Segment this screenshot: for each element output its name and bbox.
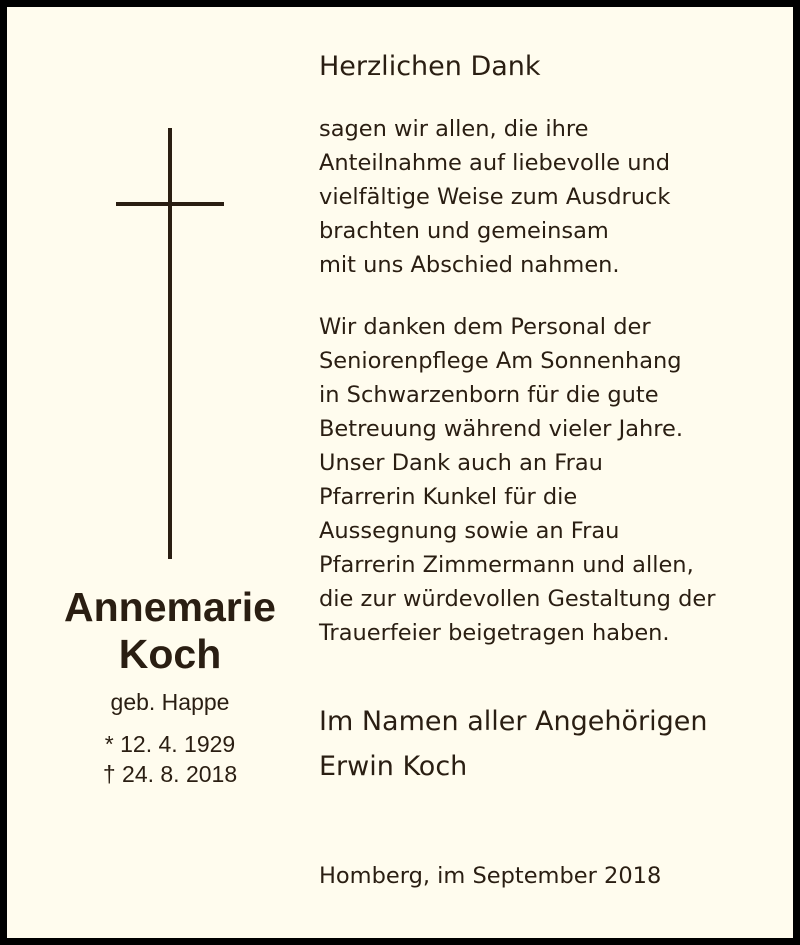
- signature-line-2: Erwin Koch: [319, 751, 468, 782]
- cross-icon-bar: [116, 202, 224, 206]
- deceased-first-name: Annemarie: [64, 584, 276, 630]
- text-line: vielfältige Weise zum Ausdruck: [319, 184, 671, 210]
- text-line: Unser Dank auch an Frau: [319, 450, 603, 476]
- heading: Herzlichen Dank: [319, 51, 541, 82]
- text-line: sagen wir allen, die ihre: [319, 116, 589, 142]
- text-line: Trauerfeier beigetragen haben.: [319, 620, 670, 646]
- text-line: Seniorenpflege Am Sonnenhang: [319, 348, 682, 374]
- signature-line-1: Im Namen aller Angehörigen: [319, 706, 708, 737]
- cross-icon: [168, 128, 172, 559]
- text-line: Pfarrerin Zimmermann und allen,: [319, 552, 694, 578]
- text-line: Anteilnahme auf liebevolle und: [319, 150, 671, 176]
- paragraph-thanks: [319, 112, 670, 282]
- text-line: Aussegnung sowie an Frau: [319, 518, 620, 544]
- place-date: Homberg, im September 2018: [319, 863, 662, 889]
- maiden-name: geb. Happe: [110, 689, 230, 715]
- text-line: Wir danken dem Personal der: [319, 314, 651, 340]
- birth-date: * 12. 4. 1929: [104, 731, 236, 757]
- text-line: mit uns Abschied nahmen.: [319, 252, 620, 278]
- obituary-card: [7, 7, 793, 938]
- deceased-last-name: Koch: [118, 631, 222, 677]
- text-line: die zur würdevollen Gestaltung der: [319, 586, 716, 612]
- text-line: brachten und gemeinsam: [319, 218, 609, 244]
- death-date: † 24. 8. 2018: [102, 761, 238, 787]
- text-line: Betreuung während vieler Jahre.: [319, 416, 683, 442]
- text-line: Pfarrerin Kunkel für die: [319, 484, 578, 510]
- text-line: in Schwarzenborn für die gute: [319, 382, 659, 408]
- paragraph-staff-thanks: [319, 310, 716, 650]
